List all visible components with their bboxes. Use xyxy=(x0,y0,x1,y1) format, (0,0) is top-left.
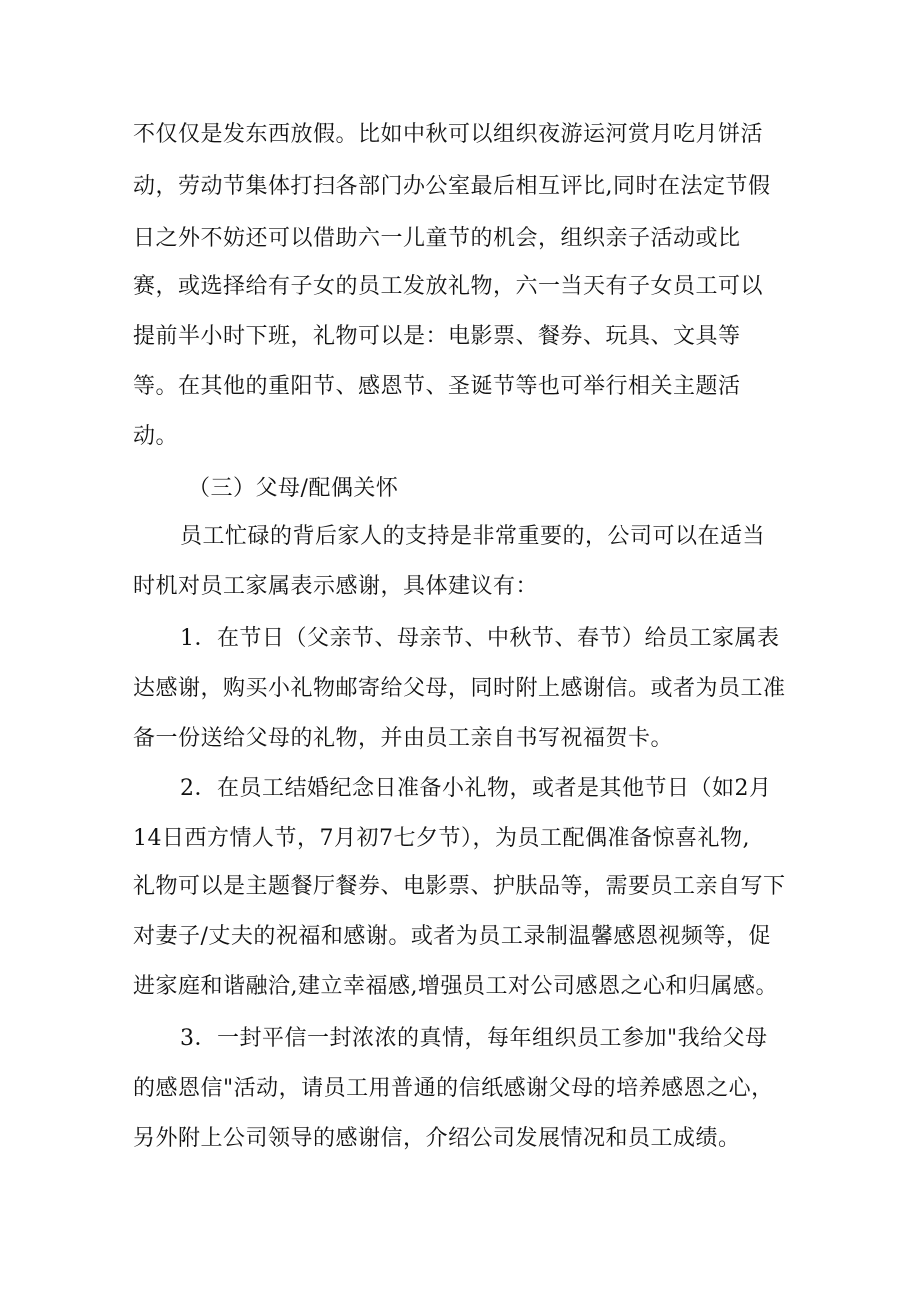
list-item-line: 14日西方情人节，7月初7七夕节），为员工配偶准备惊喜礼物, xyxy=(133,826,750,851)
paragraph-line: 动，劳动节集体打扫各部门办公室最后相互评比,同时在法定节假 xyxy=(133,174,771,199)
list-item-line: 1．在节日（父亲节、母亲节、中秋节、春节）给员工家属表 xyxy=(180,626,780,651)
list-item-line: 备一份送给父母的礼物，并由员工亲自书写祝福贺卡。 xyxy=(133,726,674,751)
list-item-line: 3．一封平信一封浓浓的真情，每年组织员工参加"我给父母 xyxy=(180,1026,768,1051)
paragraph-line: 赛，或选择给有子女的员工发放礼物，六一当天有子女员工可以 xyxy=(133,274,764,299)
list-item-line: 的感恩信"活动，请员工用普通的信纸感谢父母的培养感恩之心， xyxy=(133,1076,774,1101)
list-item-line: 对妻子/丈夫的祝福和感谢。或者为员工录制温馨感恩视频等，促 xyxy=(133,924,771,949)
paragraph-line: 不仅仅是发东西放假。比如中秋可以组织夜游运河赏月吃月饼活 xyxy=(133,122,764,147)
paragraph-line: 员工忙碌的背后家人的支持是非常重要的，公司可以在适当 xyxy=(180,524,766,549)
paragraph-line: 动。 xyxy=(133,424,179,449)
list-item-line: 达感谢，购买小礼物邮寄给父母，同时附上感谢信。或者为员工准 xyxy=(133,676,786,701)
section-heading: （三）父母/配偶关怀 xyxy=(188,476,399,501)
list-item-line: 另外附上公司领导的感谢信，介绍公司发展情况和员工成绩。 xyxy=(133,1126,741,1151)
paragraph-line: 日之外不妨还可以借助六一儿童节的机会，组织亲子活动或比 xyxy=(133,226,741,251)
paragraph-line: 等。在其他的重阳节、感恩节、圣诞节等也可举行相关主题活 xyxy=(133,374,741,399)
paragraph-line: 提前半小时下班，礼物可以是：电影票、餐券、玩具、文具等 xyxy=(133,324,741,349)
list-item-line: 2．在员工结婚纪念日准备小礼物，或者是其他节日（如2月 xyxy=(180,776,772,801)
list-item-line: 礼物可以是主题餐厅餐券、电影票、护肤品等，需要员工亲自写下 xyxy=(133,874,786,899)
paragraph-line: 时机对员工家属表示感谢，具体建议有： xyxy=(133,574,539,599)
list-item-line: 进家庭和谐融洽,建立幸福感,增强员工对公司感恩之心和归属感。 xyxy=(133,974,778,999)
